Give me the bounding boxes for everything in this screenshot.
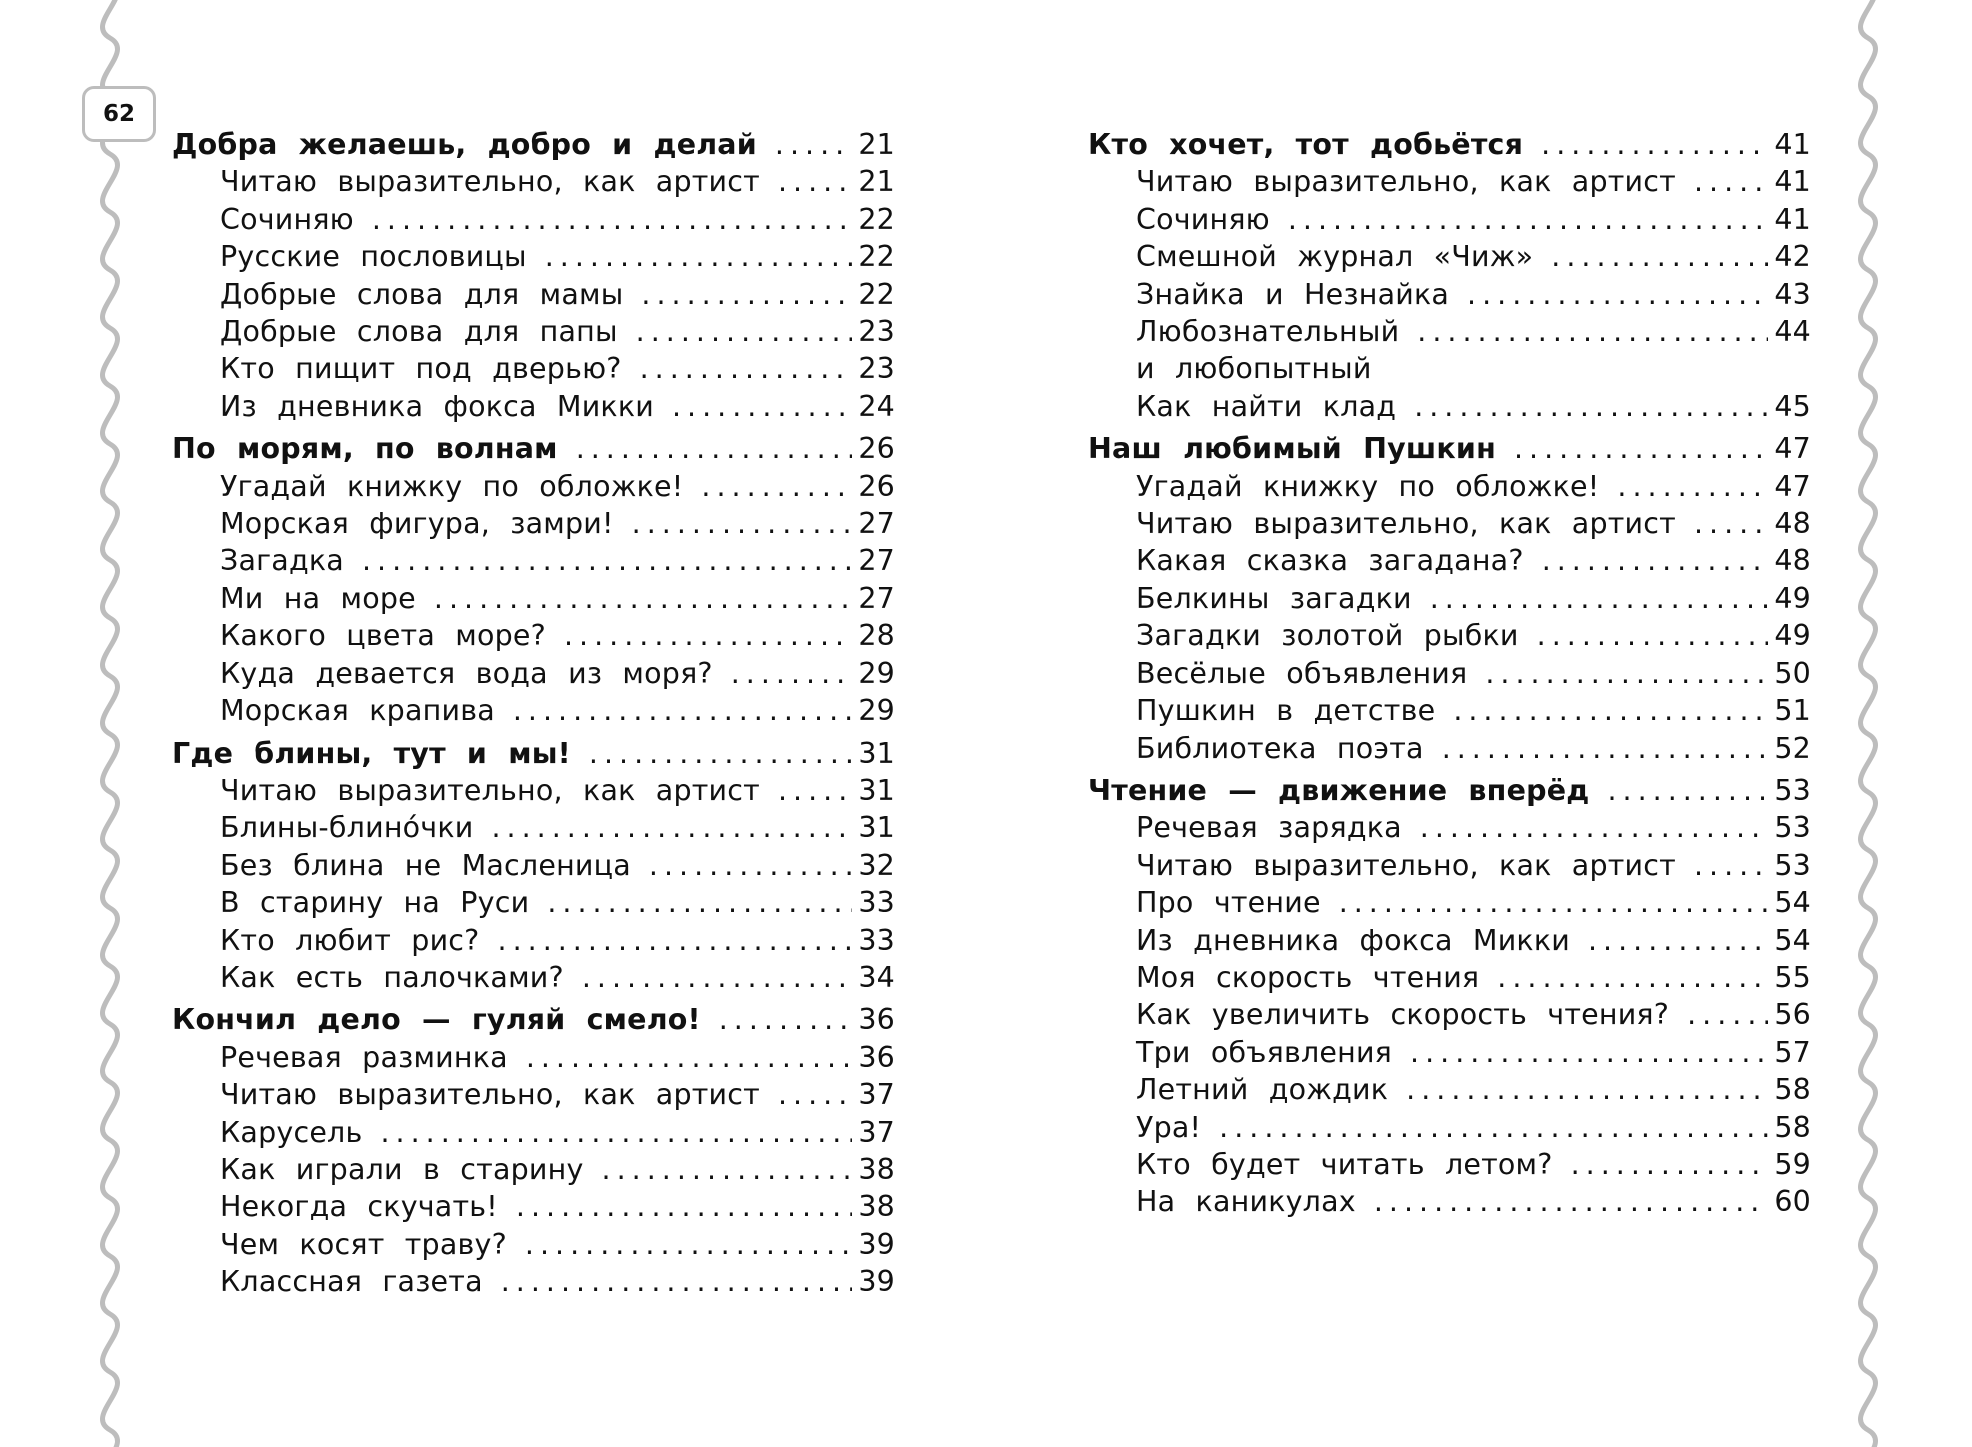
toc-entry-page: 36 — [858, 1040, 895, 1074]
toc-entry-title: Читаю выразительно, как артист — [220, 165, 760, 199]
toc-entry-title: Классная газета — [220, 1265, 483, 1299]
wave-line — [1860, 0, 1875, 1447]
toc-entry[interactable] — [1088, 201, 1811, 238]
dot-leader — [1694, 847, 1768, 884]
toc-entry-title: Морская крапива — [220, 694, 495, 728]
dot-leader — [778, 1076, 852, 1113]
toc-entry-page: 22 — [858, 240, 895, 274]
toc-entry-page: 21 — [858, 165, 895, 199]
dot-leader — [636, 313, 853, 350]
toc-entry-page: 50 — [1774, 656, 1811, 690]
toc-entry-title: Чем косят траву? — [220, 1227, 507, 1261]
toc-entry-page: 38 — [858, 1190, 895, 1224]
toc-section[interactable] — [1088, 430, 1811, 467]
toc-entry[interactable] — [172, 388, 895, 425]
dot-leader — [1374, 1183, 1769, 1220]
dot-leader — [1453, 692, 1768, 729]
dot-leader — [1607, 772, 1768, 809]
toc-section-title: По морям, по волнам — [172, 432, 558, 466]
toc-entry[interactable] — [1088, 922, 1811, 959]
toc-entry-title: Куда девается вода из моря? — [220, 656, 713, 690]
dot-leader — [491, 809, 852, 846]
wavy-border-right — [1838, 0, 1898, 1447]
toc-entry-page: 43 — [1774, 277, 1811, 311]
dot-leader — [1694, 505, 1768, 542]
dot-leader — [1537, 617, 1769, 654]
toc-entry-page: 55 — [1774, 960, 1811, 994]
toc-entry-title: Сочиняю — [220, 202, 354, 236]
toc-entry-title: Как увеличить скорость чтения? — [1136, 998, 1670, 1032]
toc-entry-page: 41 — [1774, 202, 1811, 236]
dot-leader — [1541, 126, 1768, 163]
toc-entry-page: 39 — [858, 1265, 895, 1299]
dot-leader — [564, 617, 852, 654]
toc-entry[interactable] — [172, 163, 895, 200]
toc-entry[interactable] — [172, 1076, 895, 1113]
toc-column-right — [1088, 126, 1811, 1221]
toc-entry-page: 27 — [858, 544, 895, 578]
toc-entry-title: На каникулах — [1136, 1185, 1356, 1219]
dot-leader — [1219, 1109, 1768, 1146]
toc-entry-page: 60 — [1774, 1185, 1811, 1219]
toc-entry-title: Библиотека поэта — [1136, 731, 1424, 765]
toc-entry[interactable] — [172, 1151, 895, 1188]
dot-leader — [1442, 730, 1769, 767]
toc-entry[interactable] — [172, 959, 895, 996]
toc-entry[interactable] — [1088, 692, 1811, 729]
toc-entry-title: Читаю выразительно, как артист — [220, 1078, 760, 1112]
dot-leader — [1420, 809, 1769, 846]
dot-leader — [1430, 580, 1769, 617]
toc-entry-page: 26 — [858, 469, 895, 503]
toc-entry[interactable] — [1088, 1146, 1811, 1183]
dot-leader — [672, 388, 852, 425]
toc-section-page: 41 — [1774, 128, 1811, 161]
dot-leader — [778, 163, 852, 200]
toc-entry-page: 52 — [1774, 731, 1811, 765]
dot-leader — [1485, 655, 1768, 692]
toc-section-page: 47 — [1774, 432, 1811, 466]
toc-entry-title: Угадай книжку по обложке! — [1136, 469, 1600, 503]
toc-entry[interactable] — [172, 238, 895, 275]
toc-entry-page: 59 — [1774, 1147, 1811, 1181]
toc-entry-page: 58 — [1774, 1073, 1811, 1107]
toc-section-title: Где блины, тут и мы! — [172, 736, 571, 770]
toc-entry-title: Знайка и Незнайка — [1136, 277, 1450, 311]
toc-entry-page: 42 — [1774, 240, 1811, 274]
toc-entry-title: Три объявления — [1136, 1035, 1393, 1069]
toc-entry[interactable] — [172, 847, 895, 884]
toc-entry-page: 23 — [858, 315, 895, 349]
toc-entry-page: 44 — [1774, 315, 1811, 349]
toc-entry-title: Какого цвета море? — [220, 619, 546, 653]
toc-entry-title: Про чтение — [1136, 886, 1321, 920]
toc-entry-page: 58 — [1774, 1110, 1811, 1144]
toc-entry[interactable] — [172, 468, 895, 505]
toc-entry-title: Речевая зарядка — [1136, 811, 1402, 845]
toc-entry-page: 53 — [1774, 848, 1811, 882]
toc-entry[interactable] — [172, 655, 895, 692]
toc-entry-page: 37 — [858, 1078, 895, 1112]
toc-entry-title: Ура! — [1136, 1110, 1202, 1144]
wave-line — [102, 0, 117, 1447]
toc-entry-title: Карусель — [220, 1115, 363, 1149]
toc-entry[interactable] — [172, 201, 895, 238]
toc-entry-page: 56 — [1774, 998, 1811, 1032]
toc-entry[interactable] — [1088, 655, 1811, 692]
toc-entry-title: Добрые слова для папы — [220, 315, 618, 349]
toc-entry-title: Читаю выразительно, как артист — [220, 773, 760, 807]
toc-entry-page: 45 — [1774, 389, 1811, 423]
toc-entry-title: Любознательный и любопытный — [1136, 315, 1400, 386]
dot-leader — [1551, 238, 1768, 275]
toc-column-left — [172, 126, 895, 1301]
toc-section[interactable] — [172, 430, 895, 467]
toc-entry-page: 37 — [858, 1115, 895, 1149]
toc-entry-title: Некогда скучать! — [220, 1190, 498, 1224]
dot-leader — [576, 430, 853, 467]
toc-entry[interactable] — [1088, 1071, 1811, 1108]
toc-entry[interactable] — [172, 276, 895, 313]
toc-entry[interactable] — [172, 1263, 895, 1300]
dot-leader — [775, 126, 852, 163]
dot-leader — [545, 238, 853, 275]
toc-entry-title: В старину на Руси — [220, 886, 530, 920]
toc-entry-page: 54 — [1774, 923, 1811, 957]
toc-entry-title: Морская фигура, замри! — [220, 507, 614, 541]
toc-entry[interactable] — [1088, 313, 1811, 388]
toc-entry-page: 49 — [1774, 619, 1811, 653]
dot-leader — [498, 922, 853, 959]
toc-entry[interactable] — [1088, 542, 1811, 579]
dot-leader — [1406, 1071, 1768, 1108]
toc-entry-page: 24 — [858, 389, 895, 423]
toc-entry-page: 22 — [858, 277, 895, 311]
toc-entry-title: Какая сказка загадана? — [1136, 544, 1524, 578]
toc-entry[interactable] — [172, 505, 895, 542]
toc-entry-title: Весёлые объявления — [1136, 656, 1468, 690]
toc-entry-page: 57 — [1774, 1035, 1811, 1069]
toc-entry-title: Ми на море — [220, 581, 416, 615]
toc-entry[interactable] — [1088, 730, 1811, 767]
toc-entry-page: 29 — [858, 694, 895, 728]
toc-entry-page: 39 — [858, 1227, 895, 1261]
toc-section-title: Добра желаешь, добро и делай — [172, 128, 757, 161]
toc-entry-title: Моя скорость чтения — [1136, 960, 1480, 994]
toc-section[interactable] — [172, 735, 895, 772]
dot-leader — [582, 959, 852, 996]
toc-entry[interactable] — [1088, 388, 1811, 425]
dot-leader — [641, 276, 852, 313]
toc-entry-page: 27 — [858, 581, 895, 615]
toc-section-page: 21 — [858, 128, 895, 161]
toc-entry-title: Читаю выразительно, как артист — [1136, 848, 1676, 882]
dot-leader — [1497, 959, 1768, 996]
dot-leader — [525, 1226, 852, 1263]
toc-entry-page: 49 — [1774, 581, 1811, 615]
toc-entry-title: Добрые слова для мамы — [220, 277, 624, 311]
toc-section[interactable] — [172, 126, 895, 163]
toc-entry[interactable] — [1088, 163, 1811, 200]
toc-entry[interactable] — [172, 617, 895, 654]
dot-leader — [1687, 996, 1768, 1033]
toc-section[interactable] — [1088, 126, 1811, 163]
toc-entry-title: Без блина не Масленица — [220, 848, 631, 882]
toc-entry-page: 48 — [1774, 544, 1811, 578]
toc-entry[interactable] — [172, 692, 895, 729]
toc-entry-title: Сочиняю — [1136, 202, 1270, 236]
toc-section-page: 36 — [858, 1003, 895, 1037]
toc-entry[interactable] — [172, 542, 895, 579]
toc-entry[interactable] — [1088, 468, 1811, 505]
toc-entry-title: Загадка — [220, 544, 344, 578]
toc-entry-title: Речевая разминка — [220, 1040, 508, 1074]
toc-entry-page: 29 — [858, 656, 895, 690]
toc-entry-title: Как есть палочками? — [220, 960, 564, 994]
toc-entry[interactable] — [172, 1114, 895, 1151]
toc-entry[interactable] — [172, 922, 895, 959]
dot-leader — [1588, 922, 1768, 959]
toc-section-title: Кто хочет, тот добьётся — [1088, 128, 1524, 161]
toc-entry-title: Кто любит рис? — [220, 923, 480, 957]
dot-leader — [649, 847, 852, 884]
dot-leader — [516, 1188, 852, 1225]
dot-leader — [589, 735, 852, 772]
toc-entry-title: Загадки золотой рыбки — [1136, 619, 1519, 653]
toc-entry-page: 31 — [858, 773, 895, 807]
dot-leader — [640, 350, 853, 387]
dot-leader — [1410, 1034, 1768, 1071]
dot-leader — [1417, 313, 1768, 350]
toc-section-page: 26 — [858, 432, 895, 466]
toc-entry-page: 27 — [858, 507, 895, 541]
toc-entry-title: Блины-блино́чки — [220, 811, 474, 845]
toc-entry-page: 53 — [1774, 811, 1811, 845]
toc-entry[interactable] — [1088, 617, 1811, 654]
toc-entry-page: 33 — [858, 923, 895, 957]
toc-entry-page: 41 — [1774, 165, 1811, 199]
dot-leader — [526, 1039, 853, 1076]
dot-leader — [1542, 542, 1769, 579]
dot-leader — [434, 580, 852, 617]
toc-entry[interactable] — [172, 809, 895, 846]
dot-leader — [1467, 276, 1768, 313]
toc-entry-page: 28 — [858, 619, 895, 653]
toc-entry[interactable] — [1088, 996, 1811, 1033]
toc-entry-page: 48 — [1774, 507, 1811, 541]
toc-section[interactable] — [1088, 772, 1811, 809]
toc-entry-title: Кто пищит под дверью? — [220, 352, 622, 386]
dot-leader — [719, 1001, 853, 1038]
toc-entry[interactable] — [1088, 505, 1811, 542]
toc-entry[interactable] — [1088, 884, 1811, 921]
toc-entry[interactable] — [172, 1188, 895, 1225]
dot-leader — [501, 1263, 853, 1300]
dot-leader — [1571, 1146, 1769, 1183]
toc-section[interactable] — [172, 1001, 895, 1038]
toc-entry-page: 22 — [858, 202, 895, 236]
toc-entry-title: Как играли в старину — [220, 1152, 584, 1186]
toc-entry-page: 23 — [858, 352, 895, 386]
toc-entry-title: Как найти клад — [1136, 389, 1397, 423]
toc-entry[interactable] — [172, 1039, 895, 1076]
toc-entry-page: 38 — [858, 1152, 895, 1186]
toc-entry[interactable] — [1088, 1109, 1811, 1146]
toc-section-page: 31 — [858, 736, 895, 770]
toc-entry-title: Из дневника фокса Микки — [220, 389, 654, 423]
toc-entry-title: Пушкин в детстве — [1136, 694, 1436, 728]
toc-section-page: 53 — [1774, 773, 1811, 807]
toc-entry[interactable] — [1088, 1034, 1811, 1071]
toc-entry-title: Смешной журнал «Чиж» — [1136, 240, 1534, 274]
toc-entry[interactable] — [172, 313, 895, 350]
toc-entry[interactable] — [1088, 580, 1811, 617]
toc-entry-title: Угадай книжку по обложке! — [220, 469, 684, 503]
dot-leader — [1694, 163, 1768, 200]
toc-entry[interactable] — [172, 772, 895, 809]
toc-entry[interactable] — [1088, 847, 1811, 884]
dot-leader — [778, 772, 852, 809]
toc-entry[interactable] — [1088, 238, 1811, 275]
page-number-badge: 62 — [82, 86, 156, 142]
dot-leader — [731, 655, 853, 692]
dot-leader — [1288, 201, 1768, 238]
toc-entry-title: Русские пословицы — [220, 240, 527, 274]
toc-entry-page: 33 — [858, 886, 895, 920]
toc-entry-title: Из дневника фокса Микки — [1136, 923, 1570, 957]
toc-entry-page: 47 — [1774, 469, 1811, 503]
toc-entry-title: Летний дождик — [1136, 1073, 1389, 1107]
dot-leader — [1339, 884, 1769, 921]
toc-entry-title: Читаю выразительно, как артист — [1136, 165, 1676, 199]
toc-entry-page: 54 — [1774, 886, 1811, 920]
dot-leader — [1514, 430, 1768, 467]
toc-entry[interactable] — [172, 884, 895, 921]
toc-entry-page: 34 — [858, 960, 895, 994]
dot-leader — [701, 468, 852, 505]
toc-section-title: Чтение — движение вперёд — [1088, 773, 1590, 807]
toc-entry[interactable] — [172, 350, 895, 387]
toc-entry-title: Кто будет читать летом? — [1136, 1147, 1553, 1181]
toc-entry-page: 31 — [858, 811, 895, 845]
dot-leader — [1414, 388, 1768, 425]
toc-entry[interactable] — [1088, 809, 1811, 846]
dot-leader — [602, 1151, 853, 1188]
toc-entry-page: 51 — [1774, 694, 1811, 728]
dot-leader — [547, 884, 852, 921]
dot-leader — [513, 692, 852, 729]
toc-entry[interactable] — [1088, 1183, 1811, 1220]
toc-entry[interactable] — [1088, 959, 1811, 996]
toc-section-title: Наш любимый Пушкин — [1088, 432, 1496, 466]
dot-leader — [632, 505, 853, 542]
toc-entry-title: Читаю выразительно, как артист — [1136, 507, 1676, 541]
wavy-border-left — [80, 0, 140, 1447]
dot-leader — [362, 542, 852, 579]
dot-leader — [380, 1114, 852, 1151]
toc-section-title: Кончил дело — гуляй смело! — [172, 1003, 701, 1037]
toc-entry[interactable] — [1088, 276, 1811, 313]
toc-entry-page: 32 — [858, 848, 895, 882]
toc-entry-title: Белкины загадки — [1136, 581, 1412, 615]
toc-entry[interactable] — [172, 580, 895, 617]
dot-leader — [372, 201, 852, 238]
dot-leader — [1617, 468, 1768, 505]
toc-entry[interactable] — [172, 1226, 895, 1263]
